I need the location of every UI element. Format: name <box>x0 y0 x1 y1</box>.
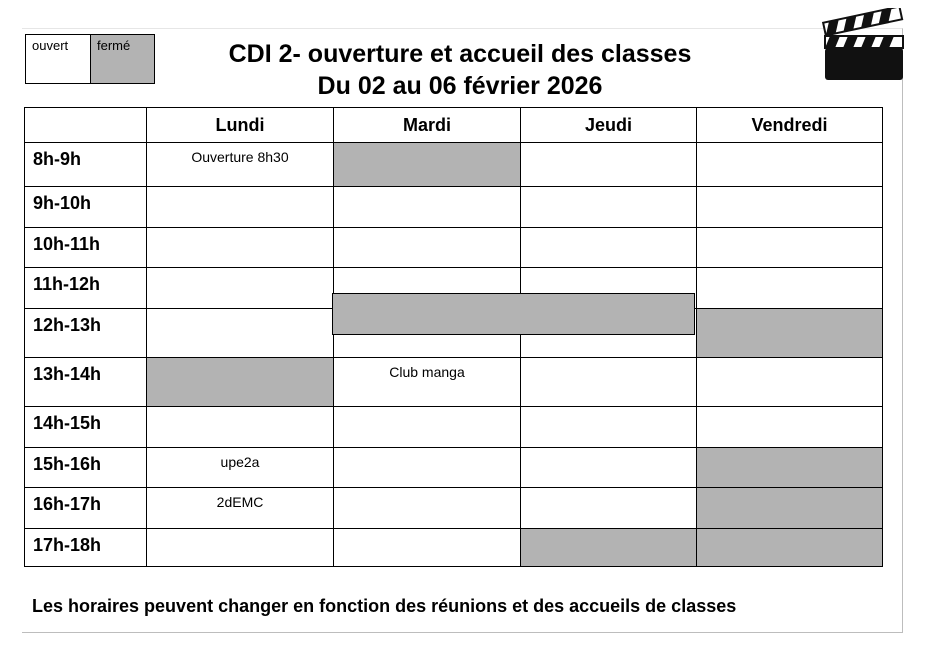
schedule-cell <box>697 268 883 309</box>
schedule-cell <box>697 143 883 187</box>
schedule-cell <box>147 268 334 309</box>
schedule-cell <box>697 187 883 228</box>
time-slot: 9h-10h <box>25 187 147 228</box>
table-row <box>25 448 883 488</box>
schedule-cell: Club manga <box>334 358 521 407</box>
schedule-cell <box>521 143 697 187</box>
schedule-cell <box>697 228 883 268</box>
table-row <box>25 358 883 407</box>
schedule-cell <box>697 358 883 407</box>
clapperboard-icon <box>818 8 908 84</box>
schedule-cell <box>334 448 521 488</box>
time-slot: 11h-12h <box>25 268 147 309</box>
schedule-cell <box>334 407 521 448</box>
closed-slot <box>521 529 697 567</box>
schedule-cell <box>147 529 334 567</box>
day-header: Mardi <box>334 108 521 143</box>
table-row <box>25 143 883 187</box>
schedule-cell <box>521 228 697 268</box>
closed-slot <box>697 309 883 358</box>
schedule-cell: upe2a <box>147 448 334 488</box>
schedule-cell <box>697 407 883 448</box>
page-subtitle: Du 02 au 06 février 2026 <box>317 72 603 100</box>
closed-slot <box>697 529 883 567</box>
closed-slot <box>334 143 521 187</box>
legend-open: ouvert <box>32 38 69 53</box>
schedule-cell <box>521 448 697 488</box>
schedule-cell: Ouverture 8h30 <box>147 143 334 187</box>
time-slot: 14h-15h <box>25 407 147 448</box>
schedule-cell <box>334 529 521 567</box>
time-slot: 15h-16h <box>25 448 147 488</box>
schedule-cell <box>147 309 334 358</box>
footer-note: Les horaires peuvent changer en fonction des réunions et des accueils de classes <box>32 596 737 616</box>
time-slot: 10h-11h <box>25 228 147 268</box>
time-slot: 17h-18h <box>25 529 147 567</box>
time-slot: 13h-14h <box>25 358 147 407</box>
day-header: Lundi <box>147 108 334 143</box>
table-row <box>25 187 883 228</box>
day-header: Jeudi <box>521 108 697 143</box>
schedule-cell <box>521 358 697 407</box>
time-slot: 12h-13h <box>25 309 147 358</box>
schedule-cell <box>147 407 334 448</box>
schedule-cell <box>334 187 521 228</box>
schedule-cell <box>521 407 697 448</box>
schedule-cell <box>147 228 334 268</box>
page-title: CDI 2- ouverture et accueil des classes <box>228 40 692 68</box>
schedule-cell <box>147 187 334 228</box>
closed-slot <box>697 488 883 529</box>
schedule-table <box>24 107 883 567</box>
legend-closed: fermé <box>90 35 154 83</box>
schedule-cell <box>334 228 521 268</box>
time-slot: 8h-9h <box>25 143 147 187</box>
day-header: Vendredi <box>697 108 883 143</box>
midday-closed-block <box>332 293 695 335</box>
schedule-cell <box>521 488 697 529</box>
table-header-row <box>25 108 883 143</box>
time-slot: 16h-17h <box>25 488 147 529</box>
corner-cell <box>25 108 147 143</box>
schedule-cell <box>334 488 521 529</box>
table-row <box>25 407 883 448</box>
table-row <box>25 529 883 567</box>
legend <box>25 34 155 84</box>
closed-slot <box>697 448 883 488</box>
closed-slot <box>147 358 334 407</box>
table-row <box>25 488 883 529</box>
table-row <box>25 228 883 268</box>
schedule-cell <box>521 187 697 228</box>
schedule-cell: 2dEMC <box>147 488 334 529</box>
